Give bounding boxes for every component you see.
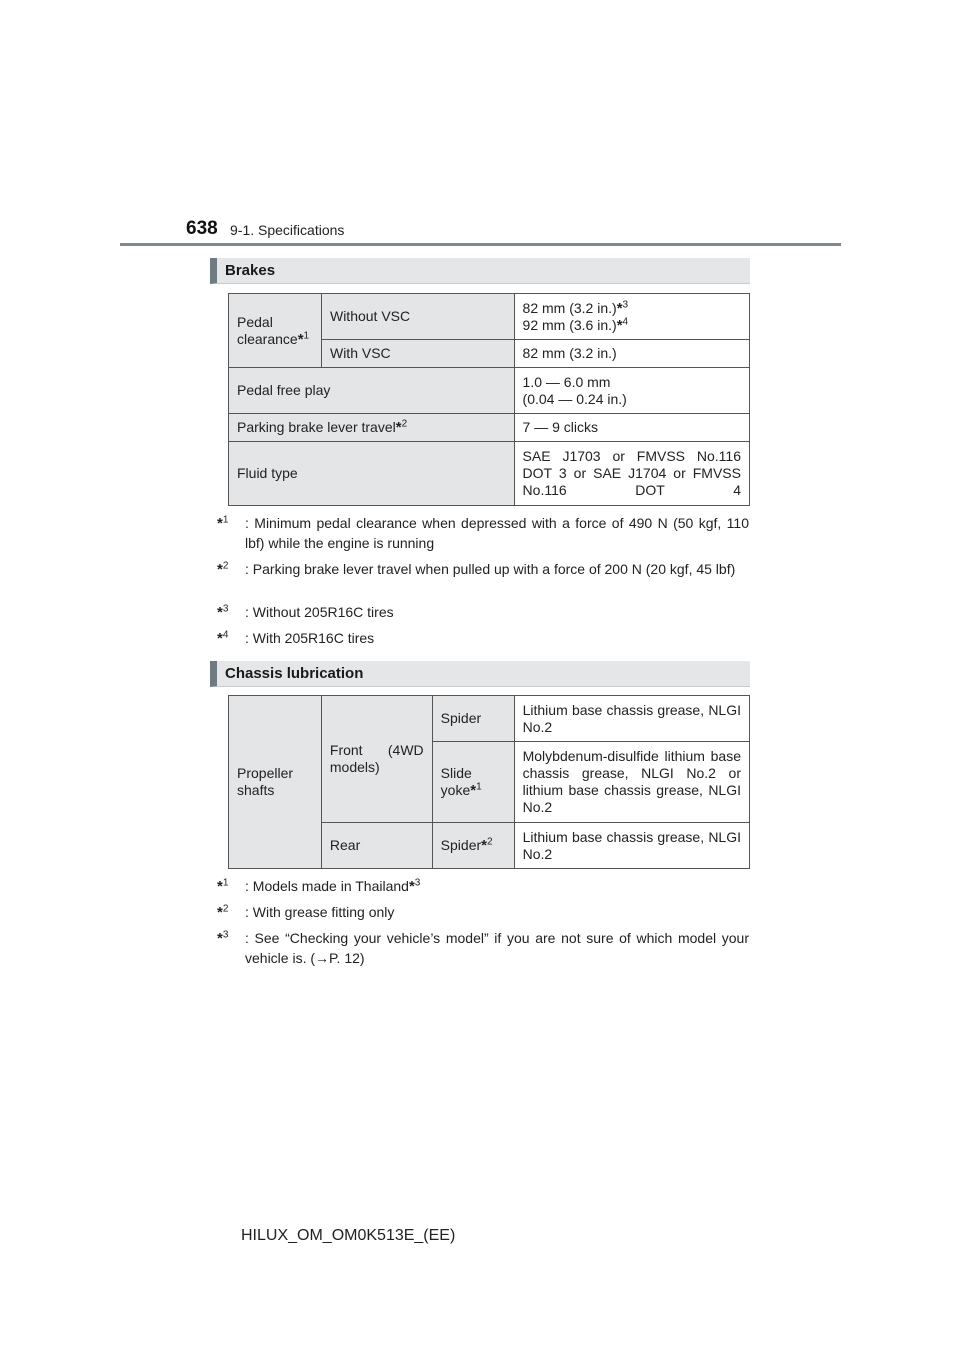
fluid-type-value bbox=[514, 442, 749, 506]
free-play-value bbox=[514, 368, 749, 414]
footnote-ref: 3 bbox=[414, 877, 421, 889]
footnote-mark: 3 bbox=[222, 929, 229, 941]
chassis-table bbox=[228, 695, 750, 869]
footnote-ref: 1 bbox=[476, 781, 482, 793]
chassis-footnote-3: *$^3$ : See “Checking your vehicle’s model” if you are not sure of which model your vehicle is. (→P. 12) bbox=[217, 929, 749, 966]
free-play-label: Pedal free play bbox=[229, 368, 515, 414]
table-row bbox=[229, 696, 750, 742]
brakes-footnote-4: *$^4$ : With 205R16C tires bbox=[217, 628, 749, 649]
rear-spider-text: Spider bbox=[440, 837, 482, 853]
brakes-footnote-1: *$^1$ : Minimum pedal clearance when depressed with a force of 490 N (50 kgf, 110 lbf) while the engine is running bbox=[217, 514, 749, 551]
footnote-text: : Minimum pedal clearance when depressed with a force of 490 N (50 kgf, 110 lbf) while the engine is running bbox=[245, 515, 749, 551]
footnote-mark: 2 bbox=[222, 560, 229, 572]
footnote-text: : With 205R16C tires bbox=[245, 630, 375, 646]
brakes-heading bbox=[210, 258, 750, 284]
document-code: HILUX_OM_OM0K513E_(EE) bbox=[241, 1227, 456, 1244]
rear-value-text: Lithium base chassis grease, NLGI No.2 bbox=[522, 828, 741, 862]
slide-yoke-label: Slide yoke*$^1$ bbox=[432, 742, 514, 823]
footnote-text: : Parking brake lever travel when pulled up with a force of 200 N (20 kgf, 45 lbf) bbox=[245, 561, 736, 577]
without-vsc-label: Without VSC bbox=[321, 294, 514, 340]
slide-yoke-text: Slide yoke bbox=[440, 765, 472, 798]
page-number: 638 bbox=[186, 218, 218, 239]
propeller-shafts-label: Propeller shafts bbox=[229, 696, 322, 869]
footnote-ref: 2 bbox=[401, 418, 408, 430]
brakes-table bbox=[228, 293, 750, 506]
footnote-text: : Models made in Thailand*$^3$ bbox=[245, 877, 421, 895]
footnote-mark: 3 bbox=[222, 603, 229, 615]
footnote-ref: 2 bbox=[486, 836, 493, 848]
with-vsc-value: 82 mm (3.2 in.) bbox=[514, 340, 749, 368]
chassis-footnote-1: *$^1$ : Models made in Thailand*$^3$ bbox=[217, 876, 749, 897]
footnote-text: : See “Checking your vehicle’s model” if you are not sure of which model your vehicle is. (→P. 12) bbox=[245, 930, 749, 966]
chassis-heading bbox=[210, 661, 750, 687]
brakes-heading-text: Brakes bbox=[225, 262, 276, 279]
parking-brake-label: Parking brake lever travel*$^2$ bbox=[229, 414, 515, 442]
rear-label: Rear bbox=[321, 823, 432, 869]
without-vsc-value-alt: 92 mm (3.6 in.) bbox=[522, 316, 617, 333]
footnote-ref: 3 bbox=[622, 298, 629, 310]
spider-label: Spider bbox=[432, 696, 514, 742]
without-vsc-value-metric: 82 mm (3.2 in.) bbox=[522, 299, 617, 316]
slide-yoke-value-text: Molybdenum-disulfide lithium base chassis grease, NLGI No.2 or lithium base chassis grease, NLGI No.2 bbox=[522, 748, 741, 815]
pedal-clearance-label: Pedal clearance bbox=[237, 313, 298, 347]
front-label-text: Front (4WD models) bbox=[329, 742, 424, 775]
table-row bbox=[229, 414, 750, 442]
header-divider bbox=[120, 243, 841, 246]
footnote-text-body: : Models made in Thailand bbox=[245, 878, 409, 894]
table-row bbox=[229, 294, 750, 340]
table-row bbox=[229, 442, 750, 506]
fluid-type-label: Fluid type bbox=[229, 442, 515, 506]
footnote-mark: 4 bbox=[222, 629, 229, 641]
footnote-mark: 1 bbox=[222, 877, 229, 889]
table-row bbox=[229, 368, 750, 414]
without-vsc-value: 82 mm (3.2 in.)*$^3$ 92 mm (3.6 in.)*$^4$ bbox=[514, 294, 749, 340]
footnote-mark: 1 bbox=[222, 514, 229, 526]
footnote-ref: 1 bbox=[303, 329, 310, 341]
free-play-metric: 1.0 — 6.0 mm bbox=[522, 373, 611, 390]
rear-value bbox=[514, 823, 749, 869]
brakes-footnote-2: *$^2$ : Parking brake lever travel when pulled up with a force of 200 N (20 kgf, 45 lbf) bbox=[217, 559, 749, 580]
spider-value bbox=[514, 696, 749, 742]
footnote-text: : Without 205R16C tires bbox=[245, 604, 394, 620]
brakes-footnote-3: *$^3$ : Without 205R16C tires bbox=[217, 602, 749, 623]
slide-yoke-value bbox=[514, 742, 749, 823]
chassis-footnote-2: *$^2$ : With grease fitting only bbox=[217, 902, 749, 923]
pedal-clearance-cell: Pedal clearance*$^1$ bbox=[229, 294, 322, 368]
chassis-heading-text: Chassis lubrication bbox=[225, 665, 364, 682]
with-vsc-label: With VSC bbox=[321, 340, 514, 368]
free-play-imperial: (0.04 — 0.24 in.) bbox=[522, 390, 627, 407]
footnote-ref: 4 bbox=[622, 315, 629, 327]
parking-brake-value: 7 — 9 clicks bbox=[514, 414, 749, 442]
front-label bbox=[321, 696, 432, 823]
rear-spider-label: Spider*$^2$ bbox=[432, 823, 514, 869]
fluid-type-text: SAE J1703 or FMVSS No.116 DOT 3 or SAE J1704 or FMVSS No.116 DOT 4 bbox=[522, 448, 741, 498]
spider-value-text: Lithium base chassis grease, NLGI No.2 bbox=[522, 701, 741, 735]
footnote-mark: 2 bbox=[222, 903, 229, 915]
section-title: 9-1. Specifications bbox=[230, 222, 345, 238]
footnote-text: : With grease fitting only bbox=[245, 904, 395, 920]
parking-brake-label-text: Parking brake lever travel bbox=[237, 419, 396, 435]
